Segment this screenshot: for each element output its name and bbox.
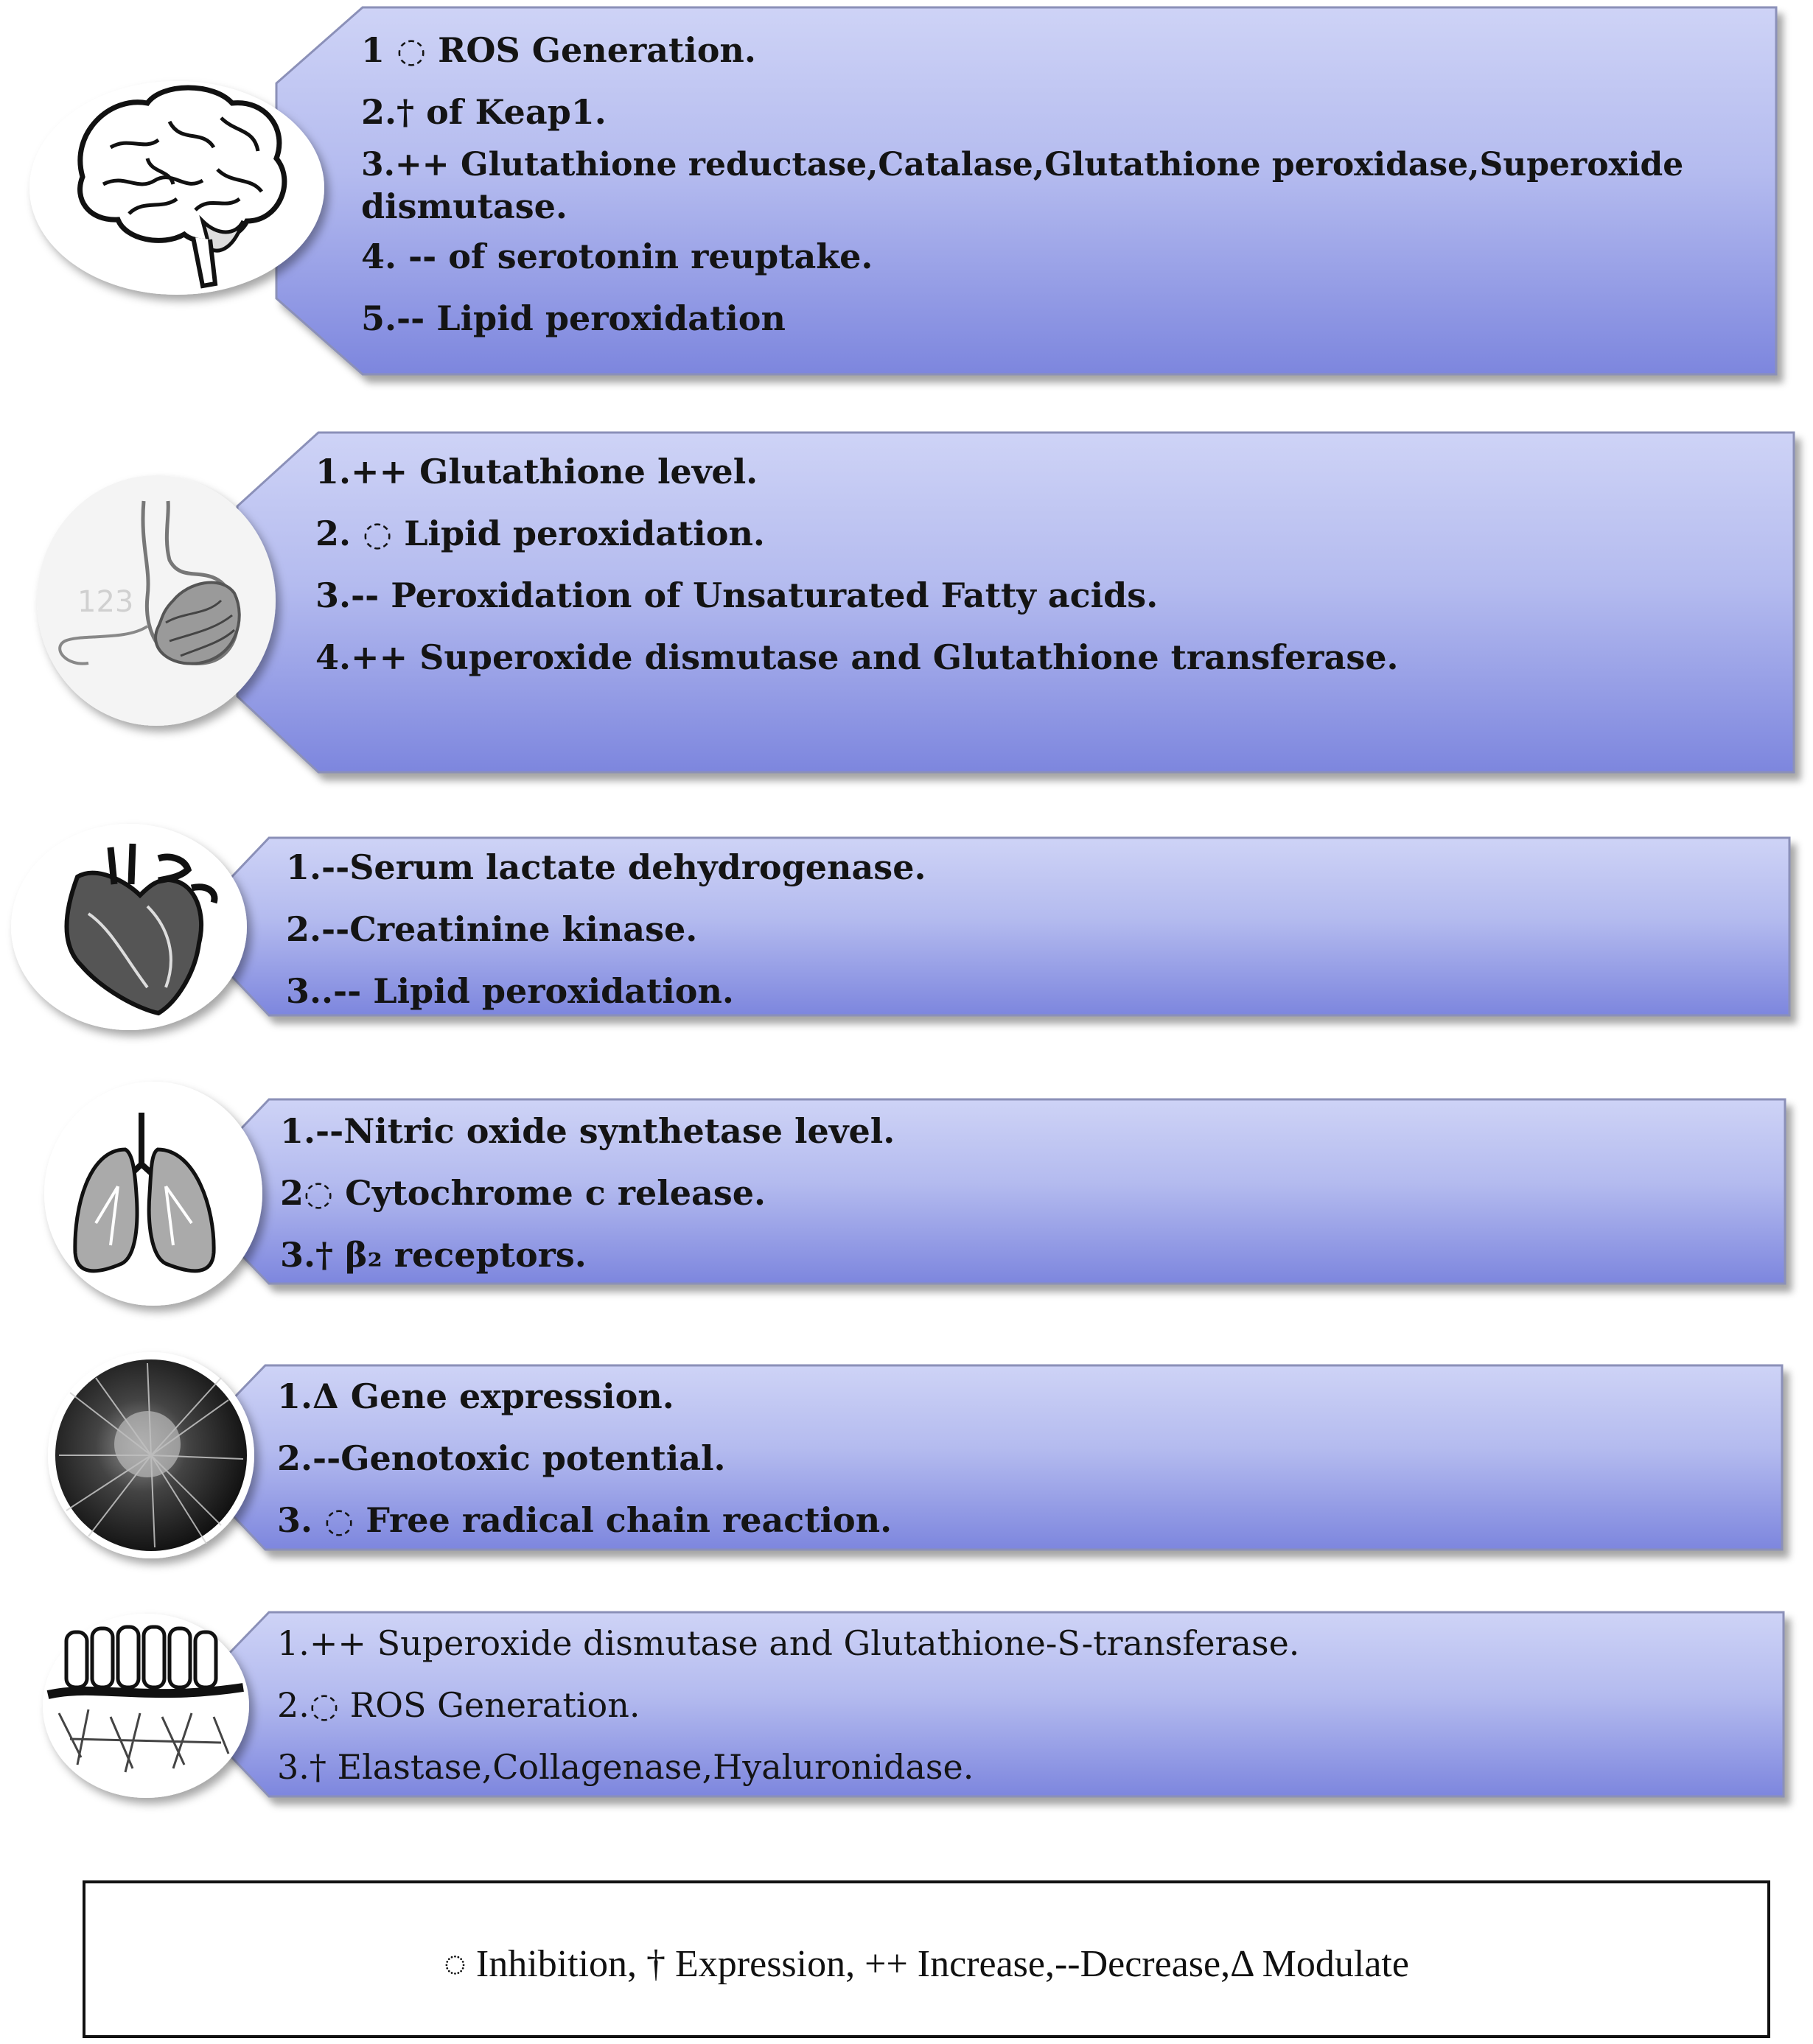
lungs-effect-3: 3.† β₂ receptors.: [280, 1235, 587, 1275]
skin-effect-3: 3.† Elastase,Collagenase,Hyaluronidase.: [277, 1747, 974, 1787]
cell-effect-2: 2.--Genotoxic potential.: [277, 1438, 726, 1478]
brain-effect-1: 1 ◌ ROS Generation.: [361, 30, 756, 70]
skin-effect-1: 1.++ Superoxide dismutase and Glutathione-S-transferase.: [277, 1623, 1300, 1663]
heart-effect-3: 3..-- Lipid peroxidation.: [286, 971, 734, 1011]
lungs-effects: [280, 1100, 895, 1286]
skin-effects: [277, 1612, 1299, 1798]
cancer-cell-icon: [48, 1352, 254, 1558]
brain-effects: [361, 19, 1776, 349]
lungs-effect-1: 1.--Nitric oxide synthetase level.: [280, 1111, 895, 1151]
heart-effects: [286, 836, 926, 1022]
heart-icon: [11, 824, 247, 1030]
cell-effect-3: 3. ◌ Free radical chain reaction.: [277, 1500, 892, 1540]
cell-effects: [277, 1365, 892, 1551]
brain-icon: [29, 81, 324, 295]
cell-effect-1: 1.Δ Gene expression.: [277, 1376, 674, 1416]
brain-effect-2: 2.† of Keap1.: [361, 92, 607, 132]
lungs-icon: [44, 1082, 262, 1306]
skin-effect-2: 2.◌ ROS Generation.: [277, 1685, 640, 1725]
stomach-effect-1: 1.++ Glutathione level.: [315, 452, 758, 491]
stomach-effects: [315, 441, 1399, 688]
skin-icon: [43, 1614, 249, 1798]
stomach-effect-4: 4.++ Superoxide dismutase and Glutathione transferase.: [315, 637, 1399, 677]
legend-box: [83, 1880, 1770, 2038]
heart-effect-2: 2.--Creatinine kinase.: [286, 909, 698, 949]
stomach-watermark: 123: [77, 585, 134, 619]
brain-effect-5: 5.-- Lipid peroxidation: [361, 298, 786, 338]
lungs-effect-2: 2◌ Cytochrome c release.: [280, 1173, 766, 1213]
legend-text: ◌ Inhibition, † Expression, ++ Increase,--Decrease,Δ Modulate: [444, 1943, 1409, 1985]
brain-effect-3: 3.++ Glutathione reductase,Catalase,Glutathione peroxidase,Superoxide: [361, 146, 1684, 183]
brain-effect-3-cont: dismutase.: [361, 186, 567, 226]
stomach-effect-3: 3.-- Peroxidation of Unsaturated Fatty acids.: [315, 575, 1159, 615]
brain-effect-4: 4. -- of serotonin reuptake.: [361, 237, 873, 276]
stomach-icon: [37, 475, 276, 726]
stomach-effect-2: 2. ◌ Lipid peroxidation.: [315, 514, 765, 553]
heart-effect-1: 1.--Serum lactate dehydrogenase.: [286, 847, 926, 887]
